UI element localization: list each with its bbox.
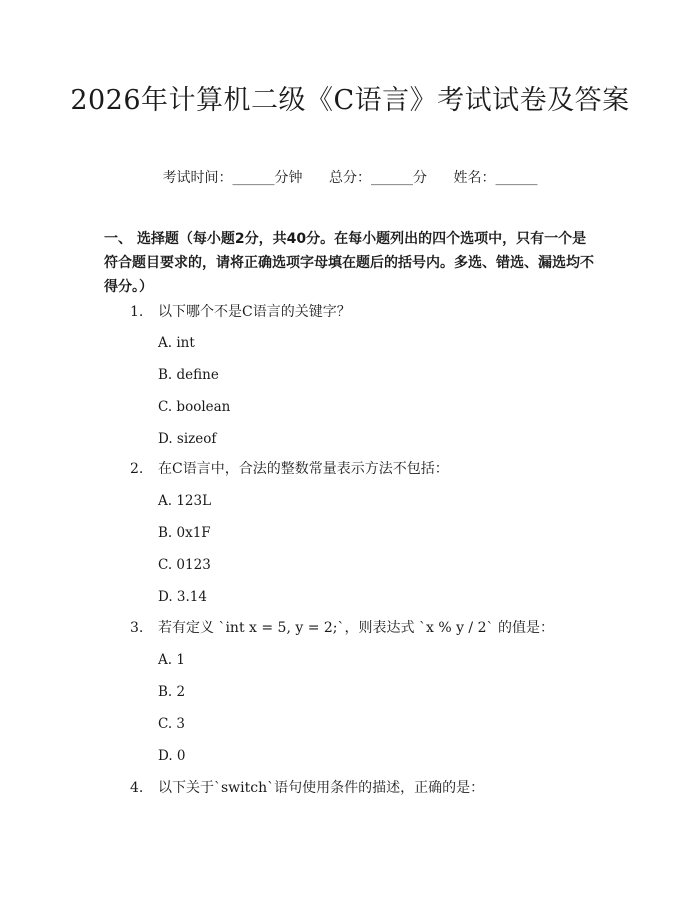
exam-time-field: 考试时间：______分钟: [162, 170, 303, 186]
option-3a: A. 1: [158, 652, 185, 668]
question-3: [130, 618, 554, 638]
option-1c: C. boolean: [158, 399, 231, 415]
question-number: 1.: [130, 304, 144, 320]
option-3b: B. 2: [158, 684, 186, 700]
option-3d: D. 0: [158, 748, 186, 764]
option-2d: D. 3.14: [158, 589, 207, 605]
total-score-field: 总分：______分: [329, 170, 427, 186]
question-1: [130, 302, 351, 322]
question-number: 3.: [130, 620, 144, 636]
exam-info: [0, 168, 700, 188]
question-number: 4.: [130, 780, 144, 796]
option-2b: B. 0x1F: [158, 525, 211, 541]
option-2c: C. 0123: [158, 557, 211, 573]
question-text: 若有定义 `int x = 5, y = 2;`，则表达式 `x % y / 2` 的值是：: [158, 620, 554, 636]
question-4: [130, 778, 484, 798]
option-2a: A. 123L: [158, 493, 212, 509]
section-heading: 一、 选择题（每小题2分，共40分。在每小题列出的四个选项中，只有一个是符合题目要求的，请将正确选项字母填在题后的括号内。多选、错选、漏选均不得分。）: [104, 231, 594, 295]
question-2: [130, 459, 449, 479]
question-number: 2.: [130, 461, 144, 477]
student-name-field: 姓名：______: [453, 170, 538, 186]
page-title: 2026年计算机二级《C语言》考试试卷及答案: [70, 85, 630, 116]
question-text: 在C语言中，合法的整数常量表示方法不包括：: [158, 461, 449, 477]
option-3c: C. 3: [158, 716, 186, 732]
option-1b: B. define: [158, 367, 219, 383]
option-1a: A. int: [158, 335, 195, 351]
question-text: 以下哪个不是C语言的关键字？: [158, 304, 351, 320]
option-1d: D. sizeof: [158, 431, 217, 447]
question-text: 以下关于`switch`语句使用条件的描述，正确的是：: [158, 780, 485, 796]
